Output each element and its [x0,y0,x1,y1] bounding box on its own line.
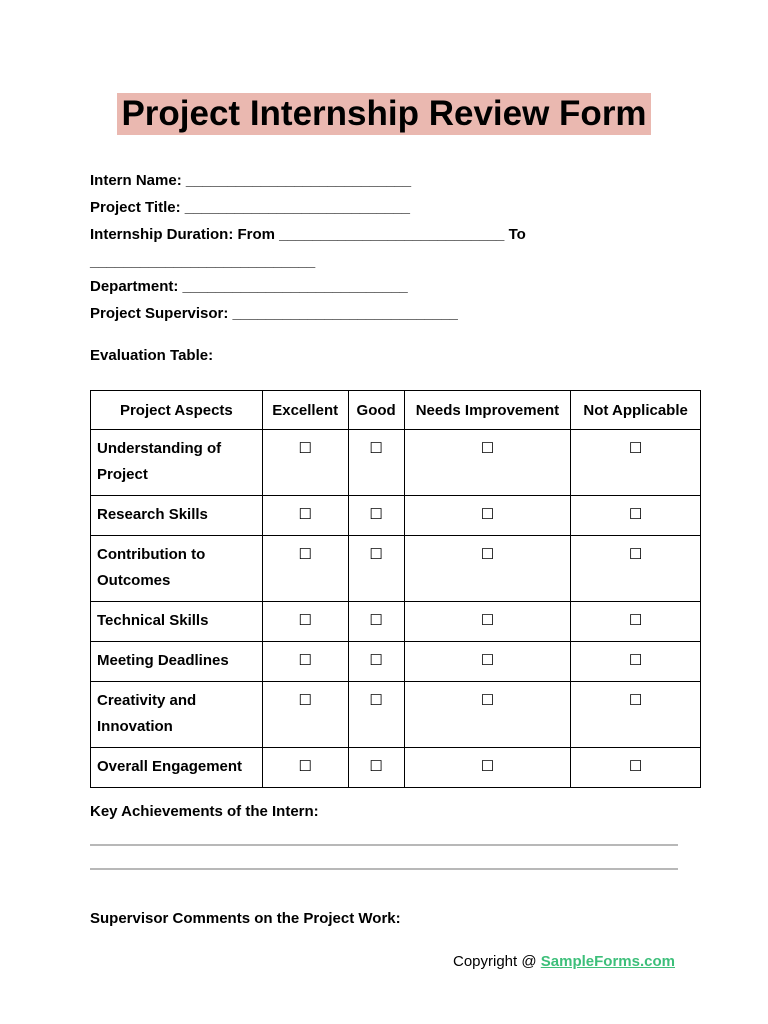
checkbox-needs-improvement[interactable]: ☐ [404,682,571,748]
supervisor-comments-label: Supervisor Comments on the Project Work: [90,910,401,927]
table-row [91,682,701,748]
internship-duration-field[interactable]: Internship Duration: From ___________________________ To [90,226,526,243]
checkbox-good[interactable]: ☐ [348,536,404,602]
aspect-label: Technical Skills [91,602,263,642]
checkbox-excellent[interactable]: ☐ [262,682,348,748]
sampleforms-link[interactable]: SampleForms.com [540,953,675,970]
checkbox-not-applicable[interactable]: ☐ [571,682,701,748]
checkbox-good[interactable]: ☐ [348,748,404,788]
checkbox-not-applicable[interactable]: ☐ [571,430,701,496]
header-needs-improvement: Needs Improvement [404,391,571,430]
intern-name-field[interactable]: Intern Name: ___________________________ [90,172,412,189]
table-row [91,536,701,602]
aspect-label: Understanding of Project [91,430,263,496]
checkbox-good[interactable]: ☐ [348,430,404,496]
header-project-aspects: Project Aspects [91,391,263,430]
header-not-applicable: Not Applicable [571,391,701,430]
internship-duration-to-field[interactable]: ___________________________ [90,253,316,270]
checkbox-excellent[interactable]: ☐ [262,430,348,496]
header-good: Good [348,391,404,430]
table-row [91,430,701,496]
checkbox-not-applicable[interactable]: ☐ [571,536,701,602]
aspect-label: Research Skills [91,496,263,536]
checkbox-good[interactable]: ☐ [348,642,404,682]
key-achievements-label: Key Achievements of the Intern: [90,803,319,820]
title-wrapper [0,93,768,135]
aspect-label: Creativity and Innovation [91,682,263,748]
checkbox-excellent[interactable]: ☐ [262,536,348,602]
checkbox-needs-improvement[interactable]: ☐ [404,602,571,642]
checkbox-needs-improvement[interactable]: ☐ [404,430,571,496]
table-row [91,602,701,642]
evaluation-table-label: Evaluation Table: [90,347,214,364]
checkbox-excellent[interactable]: ☐ [262,748,348,788]
checkbox-good[interactable]: ☐ [348,682,404,748]
checkbox-not-applicable[interactable]: ☐ [571,496,701,536]
project-title-field[interactable]: Project Title: ___________________________ [90,199,410,216]
checkbox-good[interactable]: ☐ [348,496,404,536]
checkbox-not-applicable[interactable]: ☐ [571,602,701,642]
page-title: Project Internship Review Form [117,93,650,135]
checkbox-not-applicable[interactable]: ☐ [571,642,701,682]
checkbox-needs-improvement[interactable]: ☐ [404,748,571,788]
table-row [91,748,701,788]
copyright-notice [453,953,675,970]
header-excellent: Excellent [262,391,348,430]
copyright-prefix: Copyright @ [453,953,541,970]
achievements-line-2[interactable] [90,868,678,870]
aspect-label: Overall Engagement [91,748,263,788]
checkbox-needs-improvement[interactable]: ☐ [404,536,571,602]
project-supervisor-field[interactable]: Project Supervisor: ___________________________ [90,305,458,322]
checkbox-good[interactable]: ☐ [348,602,404,642]
table-row [91,496,701,536]
checkbox-not-applicable[interactable]: ☐ [571,748,701,788]
department-field[interactable]: Department: ___________________________ [90,278,408,295]
table-header-row [91,391,701,430]
evaluation-table [90,390,701,788]
table-row [91,642,701,682]
checkbox-excellent[interactable]: ☐ [262,496,348,536]
checkbox-needs-improvement[interactable]: ☐ [404,642,571,682]
achievements-line-1[interactable] [90,844,678,846]
checkbox-excellent[interactable]: ☐ [262,602,348,642]
aspect-label: Contribution to Outcomes [91,536,263,602]
aspect-label: Meeting Deadlines [91,642,263,682]
checkbox-excellent[interactable]: ☐ [262,642,348,682]
checkbox-needs-improvement[interactable]: ☐ [404,496,571,536]
